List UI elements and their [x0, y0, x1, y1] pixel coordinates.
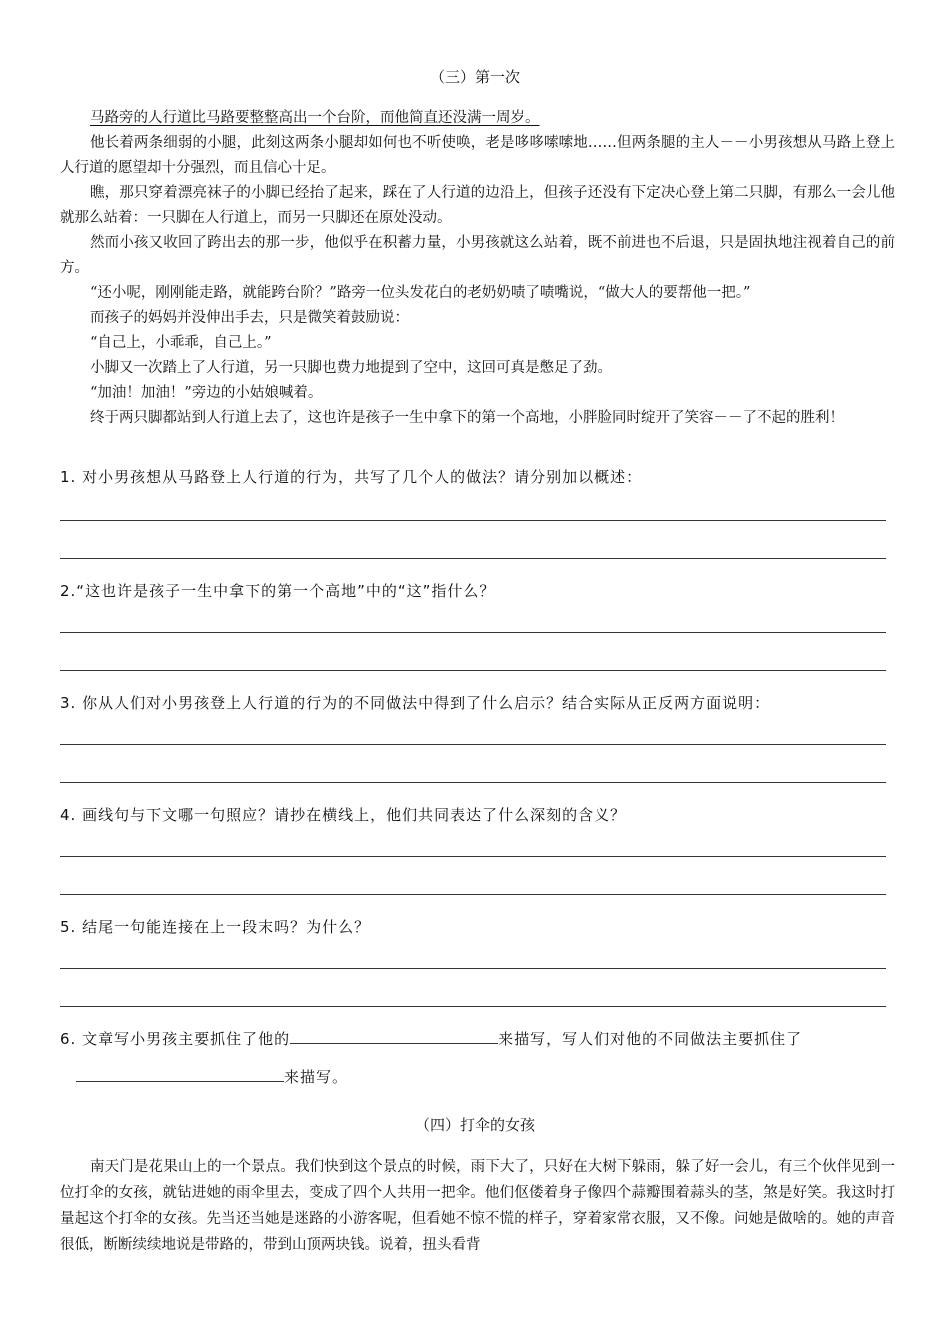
passage-paragraph: 南天门是花果山上的一个景点。我们快到这个景点的时候，雨下大了，只好在大树下躲雨，躲了好一会儿，有三个伙伴见到一位打伞的女孩，就钻进她的雨伞里去，变成了四个人共用一把伞。他们伛偻着身子像四个蒜瓣围着蒜头的茎，煞是好笑。我这时打量起这个打伞的女孩。先当还当她是迷路的小游客呢，但看她不惊不慌的样子，穿着家常衣服，又不像。问她是做啥的。她的声音很低，断断续续地说是带路的，带到山顶两块钱。说着，扭头看背: [60, 1159, 895, 1253]
fill-blank[interactable]: [76, 1067, 284, 1082]
question-6-text-c: 来描写。: [284, 1068, 349, 1086]
question-2: 2.“这也许是孩子一生中拿下的第一个高地”中的“这”指什么？: [60, 582, 496, 600]
question-6: [60, 1028, 900, 1049]
section3-title: （三）第一次: [429, 68, 520, 86]
question-5: 5. 结尾一句能连接在上一段末吗？为什么？: [60, 918, 371, 936]
passage-paragraph: “还小呢，刚刚能走路，就能跨台阶？”路旁一位头发花白的老奶奶啧了啧嘴说，“做大人的要帮他一把。”: [90, 285, 751, 301]
question-6-text-b: 来描写，写人们对他的不同做法主要抓住了: [498, 1030, 803, 1048]
section4-title: （四）打伞的女孩: [414, 1116, 535, 1134]
answer-line[interactable]: [60, 520, 886, 521]
answer-line[interactable]: [60, 782, 886, 783]
passage-paragraph-underlined: [60, 106, 895, 131]
answer-line[interactable]: [60, 894, 886, 895]
answer-line[interactable]: [60, 856, 886, 857]
passage-paragraph: 他长着两条细弱的小腿，此刻这两条小腿却如何也不听使唤，老是哆哆嗦嗦地……但两条腿的主人－－小男孩想从马路上登上人行道的愿望却十分强烈，而且信心十足。: [60, 135, 895, 176]
passage-paragraph: 然而小孩又收回了跨出去的那一步，他似乎在积蓄力量，小男孩就这么站着，既不前进也不后退，只是固执地注视着自己的前方。: [60, 235, 895, 276]
underlined-sentence: 马路旁的人行道比马路要整整高出一个台阶，而他简直还没满一周岁。: [90, 110, 540, 126]
passage-paragraph: “加油！加油！”旁边的小姑娘喊着。: [90, 385, 323, 401]
answer-line[interactable]: [60, 632, 886, 633]
question-1: 1. 对小男孩想从马路登上人行道的行为，共写了几个人的做法？请分别加以概述：: [60, 468, 643, 486]
fill-blank[interactable]: [290, 1029, 498, 1044]
passage-paragraph: 终于两只脚都站到人行道上去了，这也许是孩子一生中拿下的第一个高地，小胖脸同时绽开了笑容－－了不起的胜利！: [90, 410, 844, 426]
answer-line[interactable]: [60, 744, 886, 745]
question-6-continued: [76, 1066, 916, 1087]
answer-line[interactable]: [60, 1006, 886, 1007]
answer-line[interactable]: [60, 670, 886, 671]
passage-paragraph: 小脚又一次踏上了人行道，另一只脚也费力地提到了空中，这回可真是憋足了劲。: [90, 360, 612, 376]
answer-line[interactable]: [60, 558, 886, 559]
passage-paragraph: “自己上，小乖乖，自己上。”: [90, 335, 272, 351]
question-4: 4. 画线句与下文哪一句照应？请抄在横线上，他们共同表达了什么深刻的含义？: [60, 806, 627, 824]
question-3: 3. 你从人们对小男孩登上人行道的行为的不同做法中得到了什么启示？结合实际从正反两方面说明：: [60, 694, 771, 712]
passage-paragraph: 而孩子的妈妈并没伸出手去，只是微笑着鼓励说：: [90, 310, 409, 326]
passage-paragraph: 瞧，那只穿着漂亮袜子的小脚已经抬了起来，踩在了人行道的边沿上，但孩子还没有下定决心登上第二只脚，有那么一会儿他就那么站着：一只脚在人行道上，而另一只脚还在原处没动。: [60, 185, 895, 226]
question-6-text-a: 6. 文章写小男孩主要抓住了他的: [60, 1030, 291, 1048]
answer-line[interactable]: [60, 968, 886, 969]
